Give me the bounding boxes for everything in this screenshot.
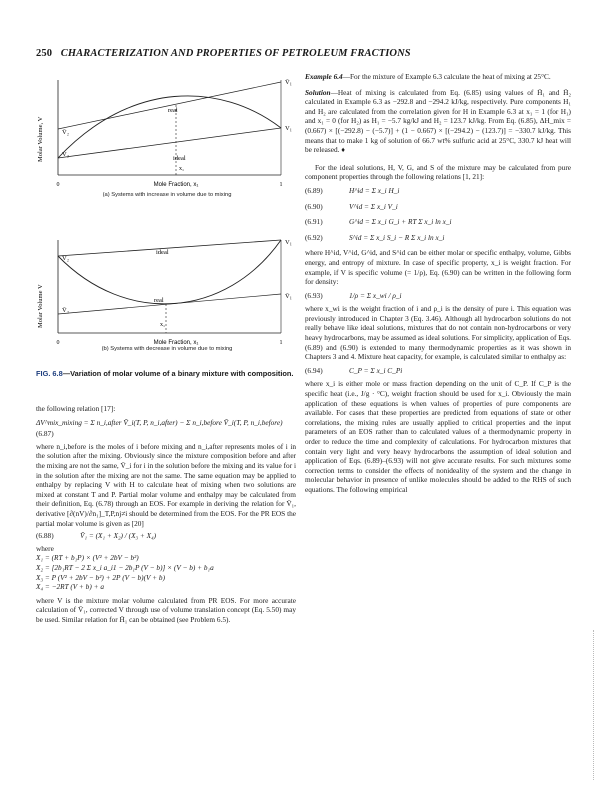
- right-paragraph-a: where H^id, V^id, G^id, and S^id can be either molar or specific enthalpy, volume, Gibbs energy, and entropy of mixture. In case of specific property, x_i is weight fraction. For example, if V is specific volume (= 1/ρ), Eq. (6.90) can be written in the following form for density:: [305, 248, 571, 287]
- figure-caption-text: —Variation of molar volume of a binary mixture with composition.: [62, 369, 294, 378]
- right-paragraph-c: where x_i is either mole or mass fraction depending on the unit of C_P. If C_P is the specific heat (i.e., J/g · °C), weight fraction should be used for x_i. Obviously the main application of these equations is when values of properties of pure components are available. For cases that these properties are predicted from equations of state or other correlations, the mixing rules are usually applied to critical properties and the input parameters of an EOS rather than to calculated values of a thermodynamic property in order to reduce the time and complexity of calculations. For hydrocarbon mixtures that contain very light and very heavy hydrocarbons the assumption of ideal solution and application of Eqs. (6.89)–(6.93) will not give accurate results. For such mixtures some correction terms to consider the effects of nonideality of the system and the change in molecular behavior in presence of unlike molecules should be added to the RHS of such equations. The following empirical: [305, 379, 571, 494]
- equation-6-91: [305, 217, 571, 227]
- x4-definition: X₄ = −2RT (V + b) + a: [36, 582, 104, 592]
- panel-b-vbar2-label: V̄₂: [62, 307, 69, 314]
- left-intro: the following relation [17]:: [36, 404, 116, 413]
- panel-a-v1-label: V₁: [285, 125, 292, 132]
- panel-b-vbar1-label: V̄₁: [285, 293, 292, 300]
- figure-label: FIG. 6.8: [36, 369, 63, 378]
- panel-b-zero: 0: [56, 340, 60, 346]
- panel-a-real-label: real: [168, 107, 178, 114]
- solution-paragraph: [305, 88, 571, 155]
- equation-6-93: [305, 291, 571, 301]
- panel-b-one: 1: [279, 340, 283, 346]
- eq-6-92-number: (6.92): [305, 232, 323, 242]
- eq-6-87-body: ΔV^mix_mixing = Σ n_i,after V̄_i(T, P, n_i,after) − Σ n_i,before V̄_i(T, P, n_i,before): [36, 417, 283, 427]
- eq-6-88-number: (6.88): [36, 531, 54, 541]
- panel-a-vbar1-label: V̄₁: [285, 79, 292, 86]
- ideal-intro: For the ideal solutions, H, V, G, and S of the mixture may be calculated from pure component properties through the following relations [1, 21]:: [305, 162, 571, 182]
- panel-b-plot: [36, 236, 298, 346]
- panel-b-tangent-line: [58, 294, 281, 314]
- panel-a-x1-label: x₁: [179, 166, 185, 172]
- running-title: CHARACTERIZATION AND PROPERTIES OF PETROLEUM FRACTIONS: [60, 48, 411, 59]
- equation-6-94: [305, 366, 571, 376]
- margin-dotted-rule: [593, 630, 596, 780]
- panel-a-xlabel: Mole Fraction, x₁: [153, 182, 199, 188]
- page-number: 250: [36, 48, 53, 59]
- eq-6-93-body: 1/ρ = Σ x_wi / ρ_i: [349, 290, 402, 300]
- panel-b-x1-label: x₁: [160, 322, 166, 328]
- panel-b-v2-label: V₂: [62, 255, 69, 262]
- where-label: where: [36, 543, 54, 553]
- eq-6-91-body: G^id = Σ x_i G_i + RT Σ x_i ln x_i: [349, 217, 452, 227]
- panel-a-ideal-label: ideal: [173, 155, 186, 162]
- left-paragraph-2: where V is the mixture molar volume calculated from PR EOS. For more accurate calculation of V̄₁, corrected V through use of volume translation concept (Eq. 5.50) may be used. Similar relation for H̄₁ can be obtained (see Problem 6.5).: [36, 595, 296, 624]
- left-column: [36, 404, 296, 624]
- panel-a-vbar2-label: V̄₂: [62, 129, 69, 136]
- eq-6-92-body: S^id = Σ x_i S_i − R Σ x_i ln x_i: [349, 232, 445, 242]
- x3-definition: X₃ = P (V² + 2bV − b²) + 2P (V − b)(V + b): [36, 572, 166, 582]
- panel-a-plot: [36, 72, 298, 192]
- left-paragraph-1: where n_i,before is the moles of i before mixing and n_i,after represents moles of i in the solution after the mixing. Obviously since the mixture composition before and after the mixing are not the same, V̄_i for i in the solution before the mixing and its value for i in the solution after the mixing are not the same. The same equation may be applied to enthalpy by replacing V with H to calculate heat of mixing when two solutions are mixed at constant T and P. Partial molar volume and enthalpy may be calculated from their definition, Eq. (6.78) through an EOS. For example in deriving the relation for V̄₁, derivative [∂(nV)/∂n₁]_T,P,nj≠i should be determined from the EOS. For the PR EOS the partial molar volume is given as [20]: [36, 441, 296, 528]
- panel-a-ideal-line: [58, 128, 281, 158]
- running-header: [36, 48, 576, 59]
- panel-b-real-curve: [58, 240, 281, 304]
- panel-a-tangent-line: [58, 82, 281, 129]
- end-of-example-diamond: ♦: [341, 145, 345, 155]
- figure-panel-a: [36, 72, 298, 198]
- eq-6-89-number: (6.89): [305, 185, 323, 195]
- x1-definition: X₁ = (RT + b₁P) × (V² + 2bV − b²): [36, 553, 139, 563]
- eq-6-91-number: (6.91): [305, 217, 323, 227]
- panel-b-v1-label: V₁: [285, 239, 292, 246]
- eq-6-90-number: (6.90): [305, 201, 323, 211]
- figure-panel-b: [36, 236, 298, 352]
- panel-b-ylabel: Molar Volume V: [37, 284, 44, 328]
- eq-6-87-number: (6.87): [36, 429, 54, 439]
- equation-6-87: [36, 418, 296, 428]
- right-column: [305, 72, 571, 495]
- panel-a-caption: (a) Systems with increase in volume due to mixing: [102, 192, 232, 198]
- right-paragraph-b: where x_wi is the weight fraction of i and ρ_i is the density of pure i. This equation was previously introduced in Chapter 3 (Eq. 3.46). Although all hydrocarbon solutions do not really behave like ideal solutions, mixtures that do not contain non-hydrocarbons or very heavy hydrocarbons, may be assumed as ideal solutions. For simplicity, application of Eqs. (6.89) and (6.90) is extended to many thermodynamic properties as it was shown in Chapters 3 and 4. Mixture heat capacity, for example, is calculated similar to enthalpy as:: [305, 304, 571, 362]
- example-paragraph: [305, 72, 571, 82]
- eq-6-88-body: V̄₁ = (X₁ + X₂) / (X₃ + X₄): [80, 531, 157, 541]
- example-title: Example 6.4: [305, 72, 343, 81]
- panel-b-xlabel: Mole Fraction, x₁: [153, 340, 199, 346]
- panel-b-caption: (b) Systems with decrease in volume due to mixing: [101, 346, 233, 352]
- equation-6-88: [36, 531, 296, 541]
- x2-definition: X₂ = [2b₁RT − 2 Σ x_i a_i1 − 2b₁P (V − b)] × (V − b) + b₁a: [36, 562, 214, 572]
- eq-6-94-number: (6.94): [305, 365, 323, 375]
- solution-label: Solution: [305, 87, 331, 97]
- panel-a-zero: 0: [56, 182, 60, 188]
- figure-caption: [36, 369, 296, 379]
- panel-b-ideal-line: [58, 240, 281, 256]
- example-text: —For the mixture of Example 6.3 calculate the heat of mixing at 25°C.: [342, 72, 551, 81]
- eq-6-89-body: H^id = Σ x_i H_i: [349, 185, 400, 195]
- panel-a-v2-label: V₂: [62, 151, 69, 158]
- eq-6-94-body: C_P = Σ x_i C_Pi: [349, 365, 403, 375]
- equation-6-89: [305, 186, 571, 196]
- panel-b-real-label: real: [154, 297, 164, 304]
- equation-6-90: [305, 202, 571, 212]
- eq-6-90-body: V^id = Σ x_i V_i: [349, 201, 398, 211]
- panel-a-ylabel: Molar Volume, V: [37, 116, 44, 162]
- solution-text: —Heat of mixing is calculated from Eq. (6.85) using values of H̄₁ and H̄₂ calculated in Example 6.3 as −292.8 and −294.2 kJ/kg, respectively. Pure components H₁ and H₂ are calculated from the correlation given for H in Example 6.3 at x₁ = 1 (for H₁) and x₁ = 0 (for H₂) as H₁ = −5.7 kg/kJ and H₂ = 123.7 kJ/kg. From Eq. (6.85), ΔH_mix = (0.667) × [(−292.8) − (−5.7)] + (1 − 0.667) × [(−294.2) − (123.7)] = −330.7 kJ/kg. This means that to make 1 kg of solution of 66.7 wt% sulfuric acid at 25°C, 330.7 kJ heat will be released.: [305, 87, 571, 155]
- panel-a-one: 1: [279, 182, 283, 188]
- eq-6-93-number: (6.93): [305, 290, 323, 300]
- panel-b-ideal-label: ideal: [156, 249, 169, 256]
- equation-6-92: [305, 233, 571, 243]
